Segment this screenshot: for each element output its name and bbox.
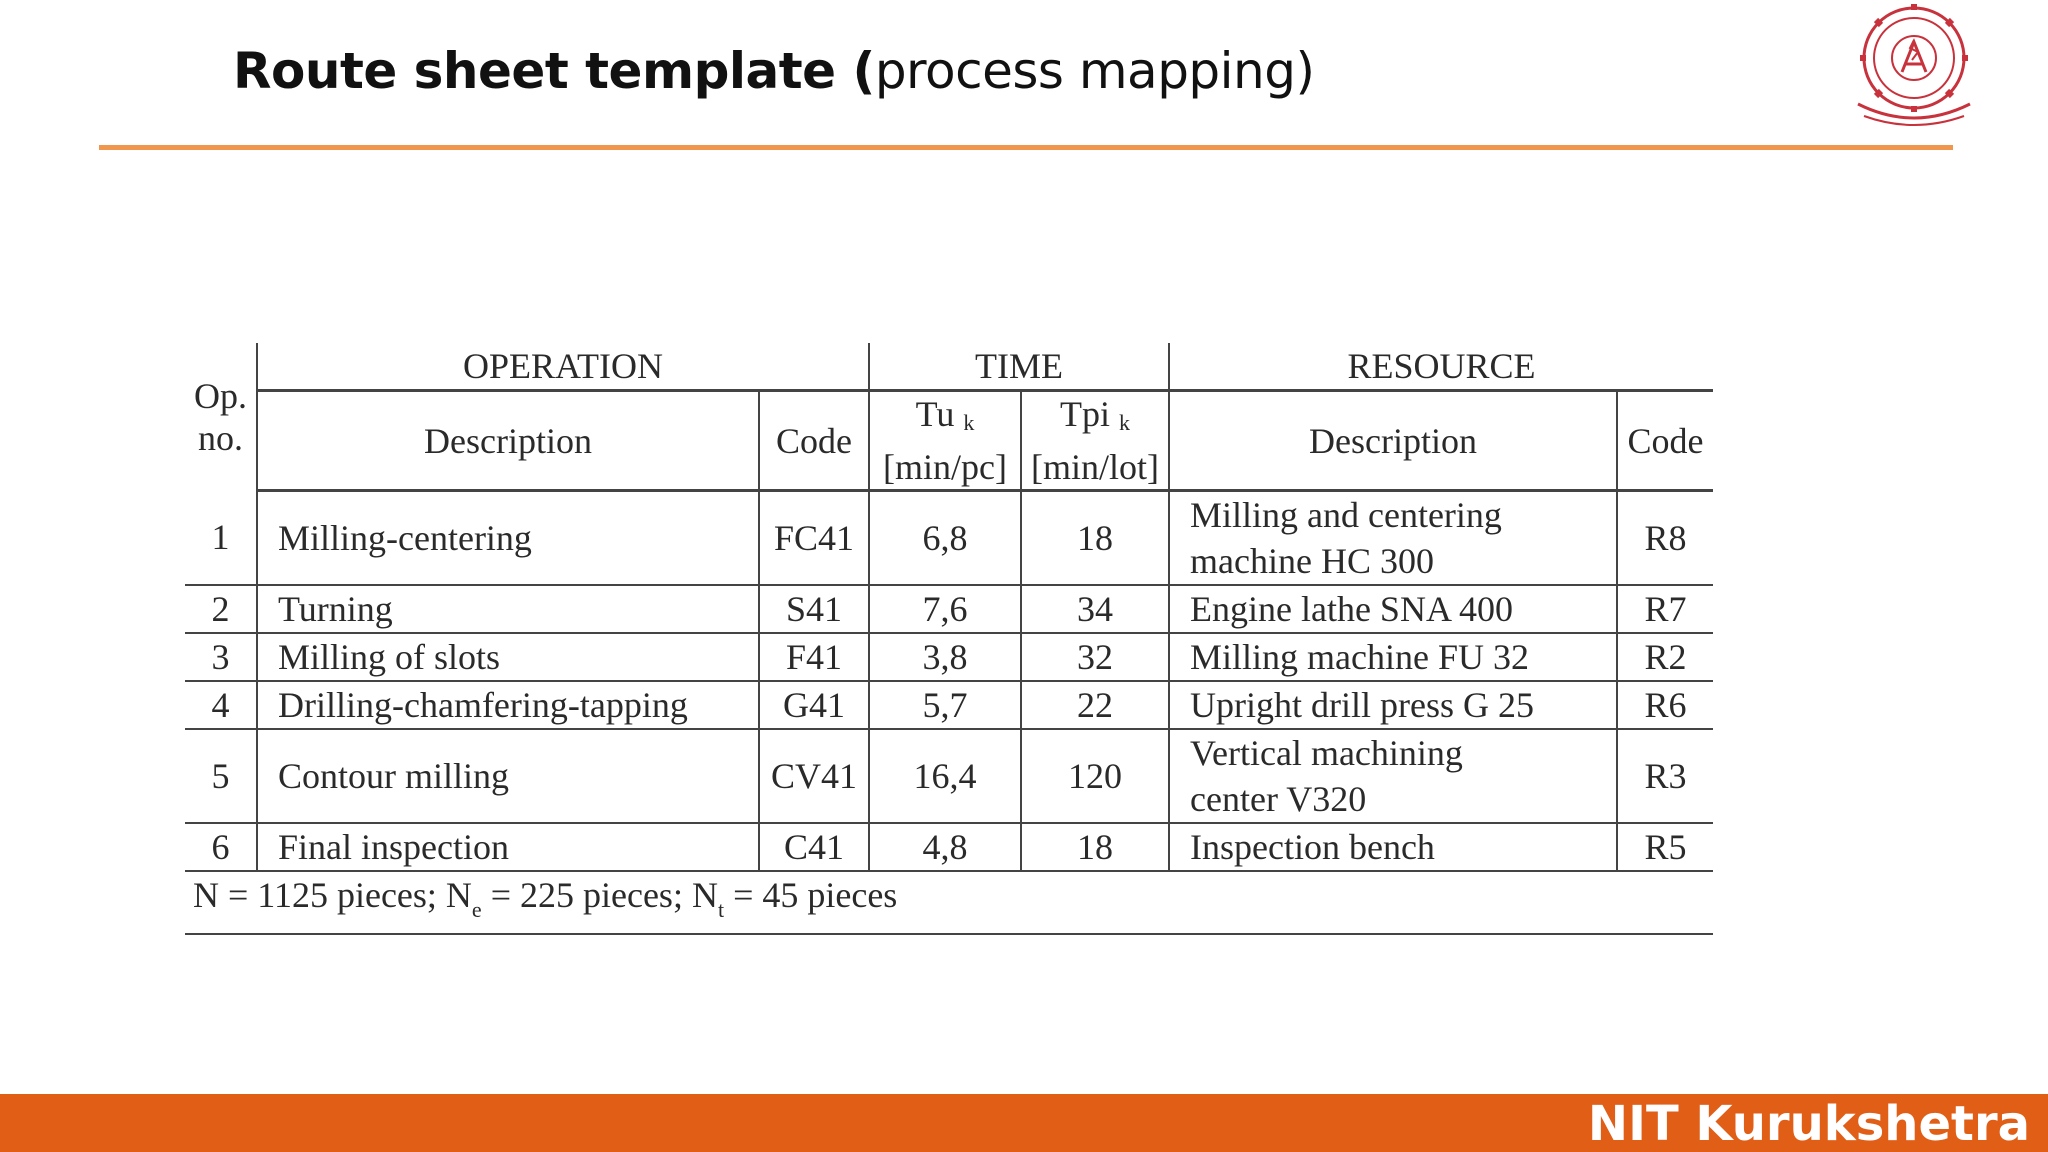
table-row	[185, 491, 1713, 586]
cell-resource-code: R6	[1617, 681, 1713, 729]
header-divider	[99, 145, 1953, 150]
cell-resource-line1: Vertical machining	[1190, 733, 1463, 773]
cell-resource: Engine lathe SNA 400	[1169, 585, 1617, 633]
cell-tu: 5,7	[869, 681, 1021, 729]
cell-op-no: 3	[185, 633, 257, 681]
cell-resource-line2: machine HC 300	[1190, 541, 1434, 581]
notes-nt-sub: t	[717, 897, 725, 922]
cell-code: FC41	[759, 491, 869, 586]
cell-op-no: 6	[185, 823, 257, 871]
cell-resource	[1169, 491, 1617, 586]
cell-tpi: 18	[1021, 491, 1169, 586]
cell-resource-code: R7	[1617, 585, 1713, 633]
header-tu-symbol: Tu	[915, 394, 955, 434]
cell-tpi: 18	[1021, 823, 1169, 871]
slide-title-rest: process mapping)	[874, 42, 1315, 100]
cell-tu: 4,8	[869, 823, 1021, 871]
header-res-code: Code	[1617, 391, 1713, 491]
cell-resource-line2: center V320	[1190, 779, 1367, 819]
header-op-no-line1: Op.	[194, 375, 247, 416]
cell-code: G41	[759, 681, 869, 729]
cell-resource-code: R8	[1617, 491, 1713, 586]
route-sheet-table	[185, 343, 1713, 935]
header-tu-sub: k	[963, 410, 975, 435]
nit-kurukshetra-emblem-icon	[1846, 0, 1982, 134]
cell-description: Milling-centering	[257, 491, 759, 586]
cell-description: Milling of slots	[257, 633, 759, 681]
table-group-header-row	[185, 343, 1713, 391]
notes-nt: = 45 pieces	[724, 875, 898, 915]
header-op-no-line2: no.	[198, 417, 243, 458]
cell-resource-code: R2	[1617, 633, 1713, 681]
slide-title-bold: Route sheet template (	[233, 42, 875, 100]
table-row	[185, 823, 1713, 871]
cell-resource: Milling machine FU 32	[1169, 633, 1617, 681]
footer-institute-name: NIT Kurukshetra	[1587, 1096, 2030, 1152]
cell-resource: Upright drill press G 25	[1169, 681, 1617, 729]
header-tpi-unit: [min/lot]	[1031, 447, 1159, 487]
header-op-description: Description	[257, 391, 759, 491]
cell-tu: 3,8	[869, 633, 1021, 681]
cell-resource-line1: Milling and centering	[1190, 495, 1502, 535]
cell-code: F41	[759, 633, 869, 681]
cell-description: Turning	[257, 585, 759, 633]
table-sub-header-row	[185, 391, 1713, 491]
cell-op-no: 1	[185, 491, 257, 586]
header-res-description: Description	[1169, 391, 1617, 491]
cell-tpi: 22	[1021, 681, 1169, 729]
footer-bar	[0, 1094, 2048, 1152]
cell-tpi: 32	[1021, 633, 1169, 681]
cell-code: S41	[759, 585, 869, 633]
header-tu	[869, 391, 1021, 491]
table-notes	[185, 871, 1713, 934]
slide-title	[233, 42, 1315, 100]
table-row	[185, 729, 1713, 823]
header-resource: RESOURCE	[1169, 343, 1713, 391]
notes-ne-sub: e	[471, 897, 482, 922]
header-operation: OPERATION	[257, 343, 869, 391]
header-op-no	[185, 343, 257, 491]
cell-resource-code: R3	[1617, 729, 1713, 823]
header-tu-label	[870, 392, 1020, 445]
cell-resource: Inspection bench	[1169, 823, 1617, 871]
cell-op-no: 4	[185, 681, 257, 729]
table-notes-row	[185, 871, 1713, 934]
header-tpi-symbol: Tpi	[1060, 394, 1110, 434]
cell-op-no: 5	[185, 729, 257, 823]
cell-description: Final inspection	[257, 823, 759, 871]
header-tpi-sub: k	[1119, 410, 1130, 435]
header-tpi-label	[1022, 392, 1168, 445]
cell-description: Contour milling	[257, 729, 759, 823]
cell-tu: 7,6	[869, 585, 1021, 633]
cell-resource-code: R5	[1617, 823, 1713, 871]
cell-op-no: 2	[185, 585, 257, 633]
table-row	[185, 585, 1713, 633]
cell-tpi: 34	[1021, 585, 1169, 633]
notes-n: N = 1125 pieces; N	[193, 875, 472, 915]
notes-ne: = 225 pieces; N	[481, 875, 718, 915]
header-time: TIME	[869, 343, 1169, 391]
cell-code: CV41	[759, 729, 869, 823]
cell-tpi: 120	[1021, 729, 1169, 823]
cell-tu: 16,4	[869, 729, 1021, 823]
header-tu-unit: [min/pc]	[883, 447, 1007, 487]
header-op-code: Code	[759, 391, 869, 491]
table-row	[185, 633, 1713, 681]
cell-tu: 6,8	[869, 491, 1021, 586]
cell-description: Drilling-chamfering-tapping	[257, 681, 759, 729]
cell-resource	[1169, 729, 1617, 823]
cell-code: C41	[759, 823, 869, 871]
header-tpi	[1021, 391, 1169, 491]
table-row	[185, 681, 1713, 729]
